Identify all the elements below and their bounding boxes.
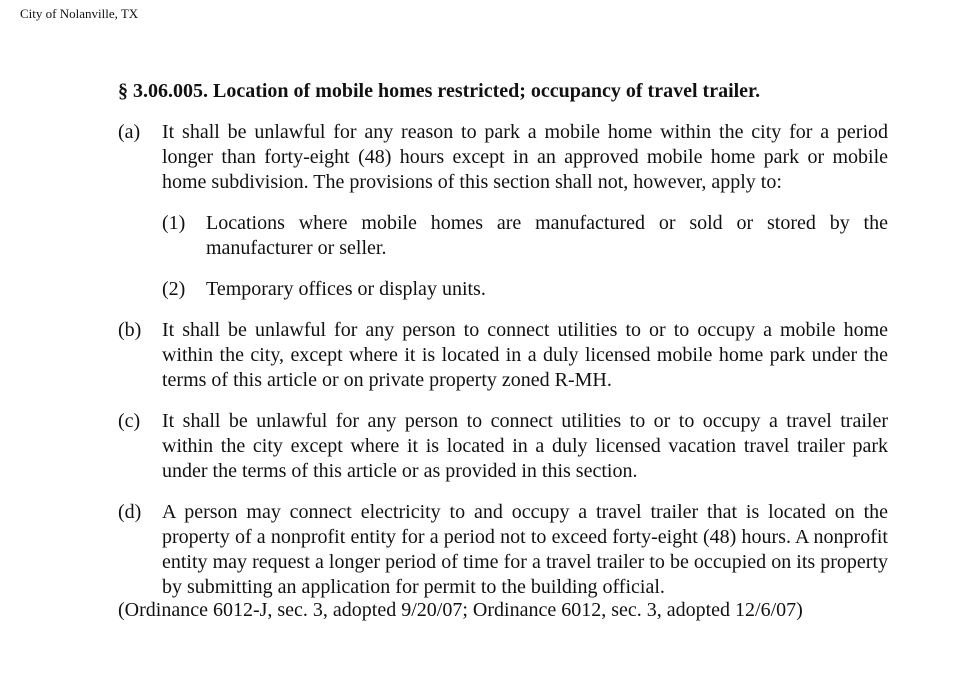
ordinance-section <box>118 78 888 623</box>
paragraph-label: (d) <box>118 501 142 523</box>
subparagraph-label: (2) <box>162 278 186 300</box>
subparagraph-1 <box>162 211 888 261</box>
paragraph-text: A person may connect electricity to and occupy a travel trailer that is located on the property of a nonprofit entity for a period not to exceed forty-eight (48) hours. A nonprofit entity may request a longer period of time for a travel trailer to be occupied on its property by submitting an application for permit to the building official. <box>162 501 888 598</box>
subparagraph-text: Locations where mobile homes are manufactured or sold or stored by the manufacturer or seller. <box>206 212 888 259</box>
paragraph-label: (c) <box>118 410 141 432</box>
section-title: § 3.06.005. Location of mobile homes restricted; occupancy of travel trailer. <box>118 80 761 102</box>
paragraph-text: It shall be unlawful for any person to connect utilities to or to occupy a travel trailer within the city except where it is located in a duly licensed vacation travel trailer park under the terms of this article or as provided in this section. <box>162 410 888 482</box>
subparagraph-2 <box>162 277 888 302</box>
paragraph-a <box>118 120 888 195</box>
history-note: (Ordinance 6012-J, sec. 3, adopted 9/20/07; Ordinance 6012, sec. 3, adopted 12/6/07) <box>118 599 803 621</box>
paragraph-text: It shall be unlawful for any person to connect utilities to or to occupy a mobile home within the city, except where it is located in a duly licensed mobile home park under the terms of this article or on private property zoned R-MH. <box>162 319 888 391</box>
paragraph-label: (b) <box>118 319 142 341</box>
subparagraph-text: Temporary offices or display units. <box>206 278 486 300</box>
paragraph-b <box>118 318 888 393</box>
paragraph-d <box>118 500 888 600</box>
subparagraph-label: (1) <box>162 212 186 234</box>
paragraph-label: (a) <box>118 121 141 143</box>
document-header: City of Nolanville, TX <box>20 6 139 21</box>
paragraph-text: It shall be unlawful for any reason to park a mobile home within the city for a period longer than forty-eight (48) hours except in an approved mobile home park or mobile home subdivision. The provisions of this section shall not, however, apply to: <box>162 121 888 193</box>
paragraph-c <box>118 409 888 484</box>
